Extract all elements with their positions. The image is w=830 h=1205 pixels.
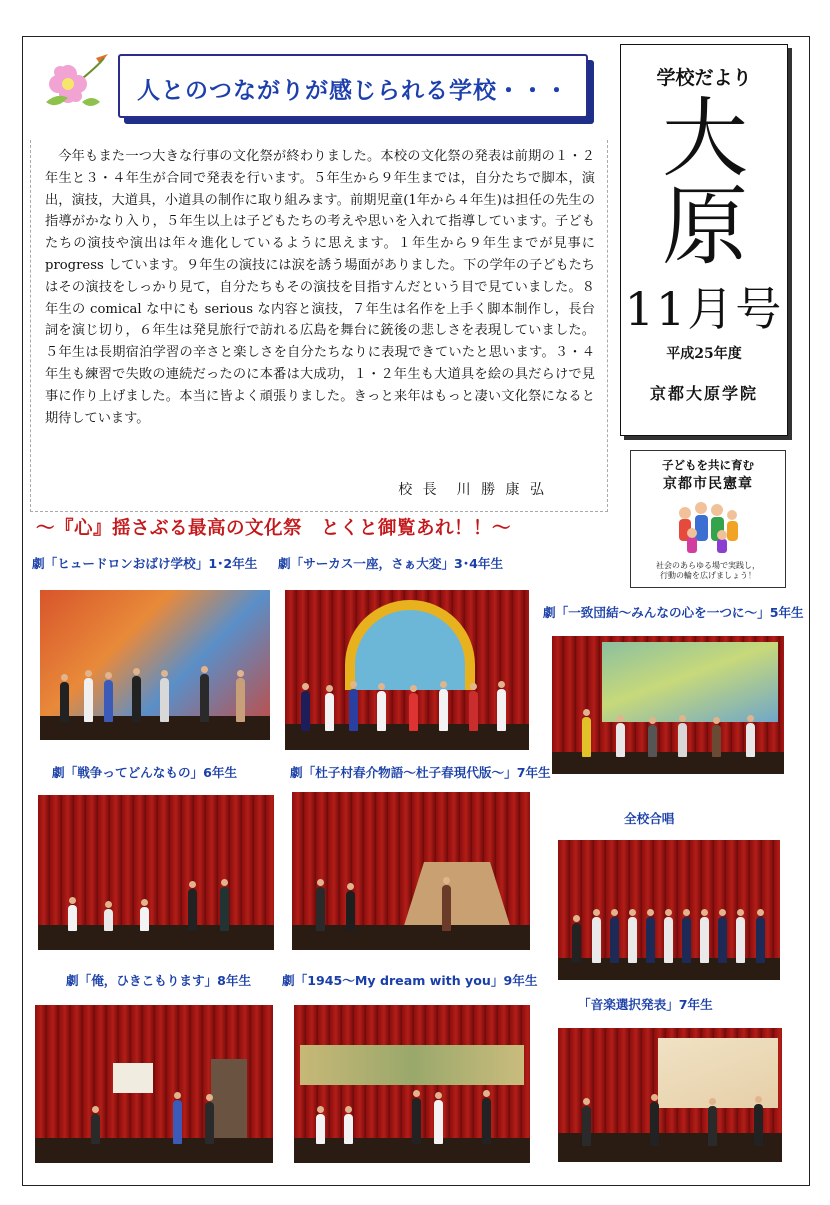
festival-headline: ～『心』揺さぶる最高の文化祭 とくと御覧あれ！！～ xyxy=(36,518,512,539)
photo-music-grade7 xyxy=(558,1028,782,1162)
charter-footer-line1: 社会のあらゆる場で実践し， xyxy=(656,561,760,570)
banner-title: 人とのつながりが感じられる学校・・・ xyxy=(137,78,569,104)
citizen-charter-box xyxy=(630,450,786,588)
caption-grade6-play: 劇「戦争ってどんなもの」6年生 xyxy=(52,765,238,780)
photo-chorus xyxy=(558,840,780,980)
family-illustration-icon xyxy=(673,497,745,557)
caption-grade5-play: 劇「一致団結～みんなの心を一つに～」5年生 xyxy=(543,605,804,620)
photo-grade5-play xyxy=(552,636,784,774)
newsletter-kind: 学校だより xyxy=(656,67,752,89)
photo-grade34-play xyxy=(285,590,529,750)
caption-grade34-play: 劇「サーカス一座，さぁ大変」3･4年生 xyxy=(278,556,504,571)
title-banner xyxy=(118,54,588,118)
photo-grade8-play xyxy=(35,1005,273,1163)
photo-grade12-play xyxy=(40,590,270,740)
charter-footer-line2: 行動の輪を広げましょう！ xyxy=(660,571,756,580)
newsletter-name: 大原 xyxy=(662,89,748,277)
caption-grade9-play: 劇「1945～My dream with you」9年生 xyxy=(282,973,538,988)
caption-grade12-play: 劇「ヒュードロンおばけ学校」1･2年生 xyxy=(32,556,258,571)
principal-signature: 校 長 川 勝 康 弘 xyxy=(398,482,547,498)
principal-message xyxy=(30,140,608,512)
caption-music-grade7: 「音楽選択発表」7年生 xyxy=(578,997,713,1012)
charter-title: 京都市民憲章 xyxy=(663,476,753,492)
issue-month: 11月号 xyxy=(624,282,784,336)
caption-grade8-play: 劇「俺，ひきこもります」8年生 xyxy=(66,973,252,988)
school-year: 平成25年度 xyxy=(666,346,742,362)
charter-subtitle: 子どもを共に育む xyxy=(662,458,754,472)
caption-grade7-play: 劇「杜子村春介物語～杜子春現代版～」7年生 xyxy=(290,765,551,780)
photo-grade6-play xyxy=(38,795,274,950)
article-body: 今年もまた一つ大きな行事の文化祭が終わりました。本校の文化祭の発表は前期の１・２年生と３・４年生が合同で発表を行います。５年生から９年生までは，自分たちで脚本，演出，演技，大道具，小道具の制作に取り組みます。前期児童(1年から４年生)は担任の先生の指導がかなり入り，５年生以上は子どもたちの考えや思いを入れて指導しています。子どもたちの演技や演出は年々進化しているように思えます。１年生から９年生までが見事に progress しています。９年生の演技には涙を誘う場面がありました。下の学年の子どもたちはその演技をしっかり見て，自分たちもその演技を目指すんだという目で見ていました。８年生の comical な中にも serious な内容と演技，７年生は名作を上手く脚本制作し，長台詞を演じ切り，６年生は発見旅行で訪れる広島を舞台に銃後の悲しさを表現していました。５年生は長期宿泊学習の辛さと楽しさを自分たちなりに表現できていたと思います。３・４年生も練習で失敗の連続だったのに本番は大成功，１・２年生も大道具を絵の具だらけで見事に作り上げました。本当に皆よく頑張りました。きっと来年はもっと凄い文化祭になると期待しています。 xyxy=(45,149,595,426)
photo-grade7-play xyxy=(292,792,530,950)
flower-icon xyxy=(38,52,110,114)
charter-footer xyxy=(631,561,785,581)
caption-chorus: 全校合唱 xyxy=(624,811,675,826)
masthead xyxy=(620,44,788,436)
photo-grade9-play xyxy=(294,1005,530,1163)
school-name: 京都大原学院 xyxy=(649,384,758,403)
